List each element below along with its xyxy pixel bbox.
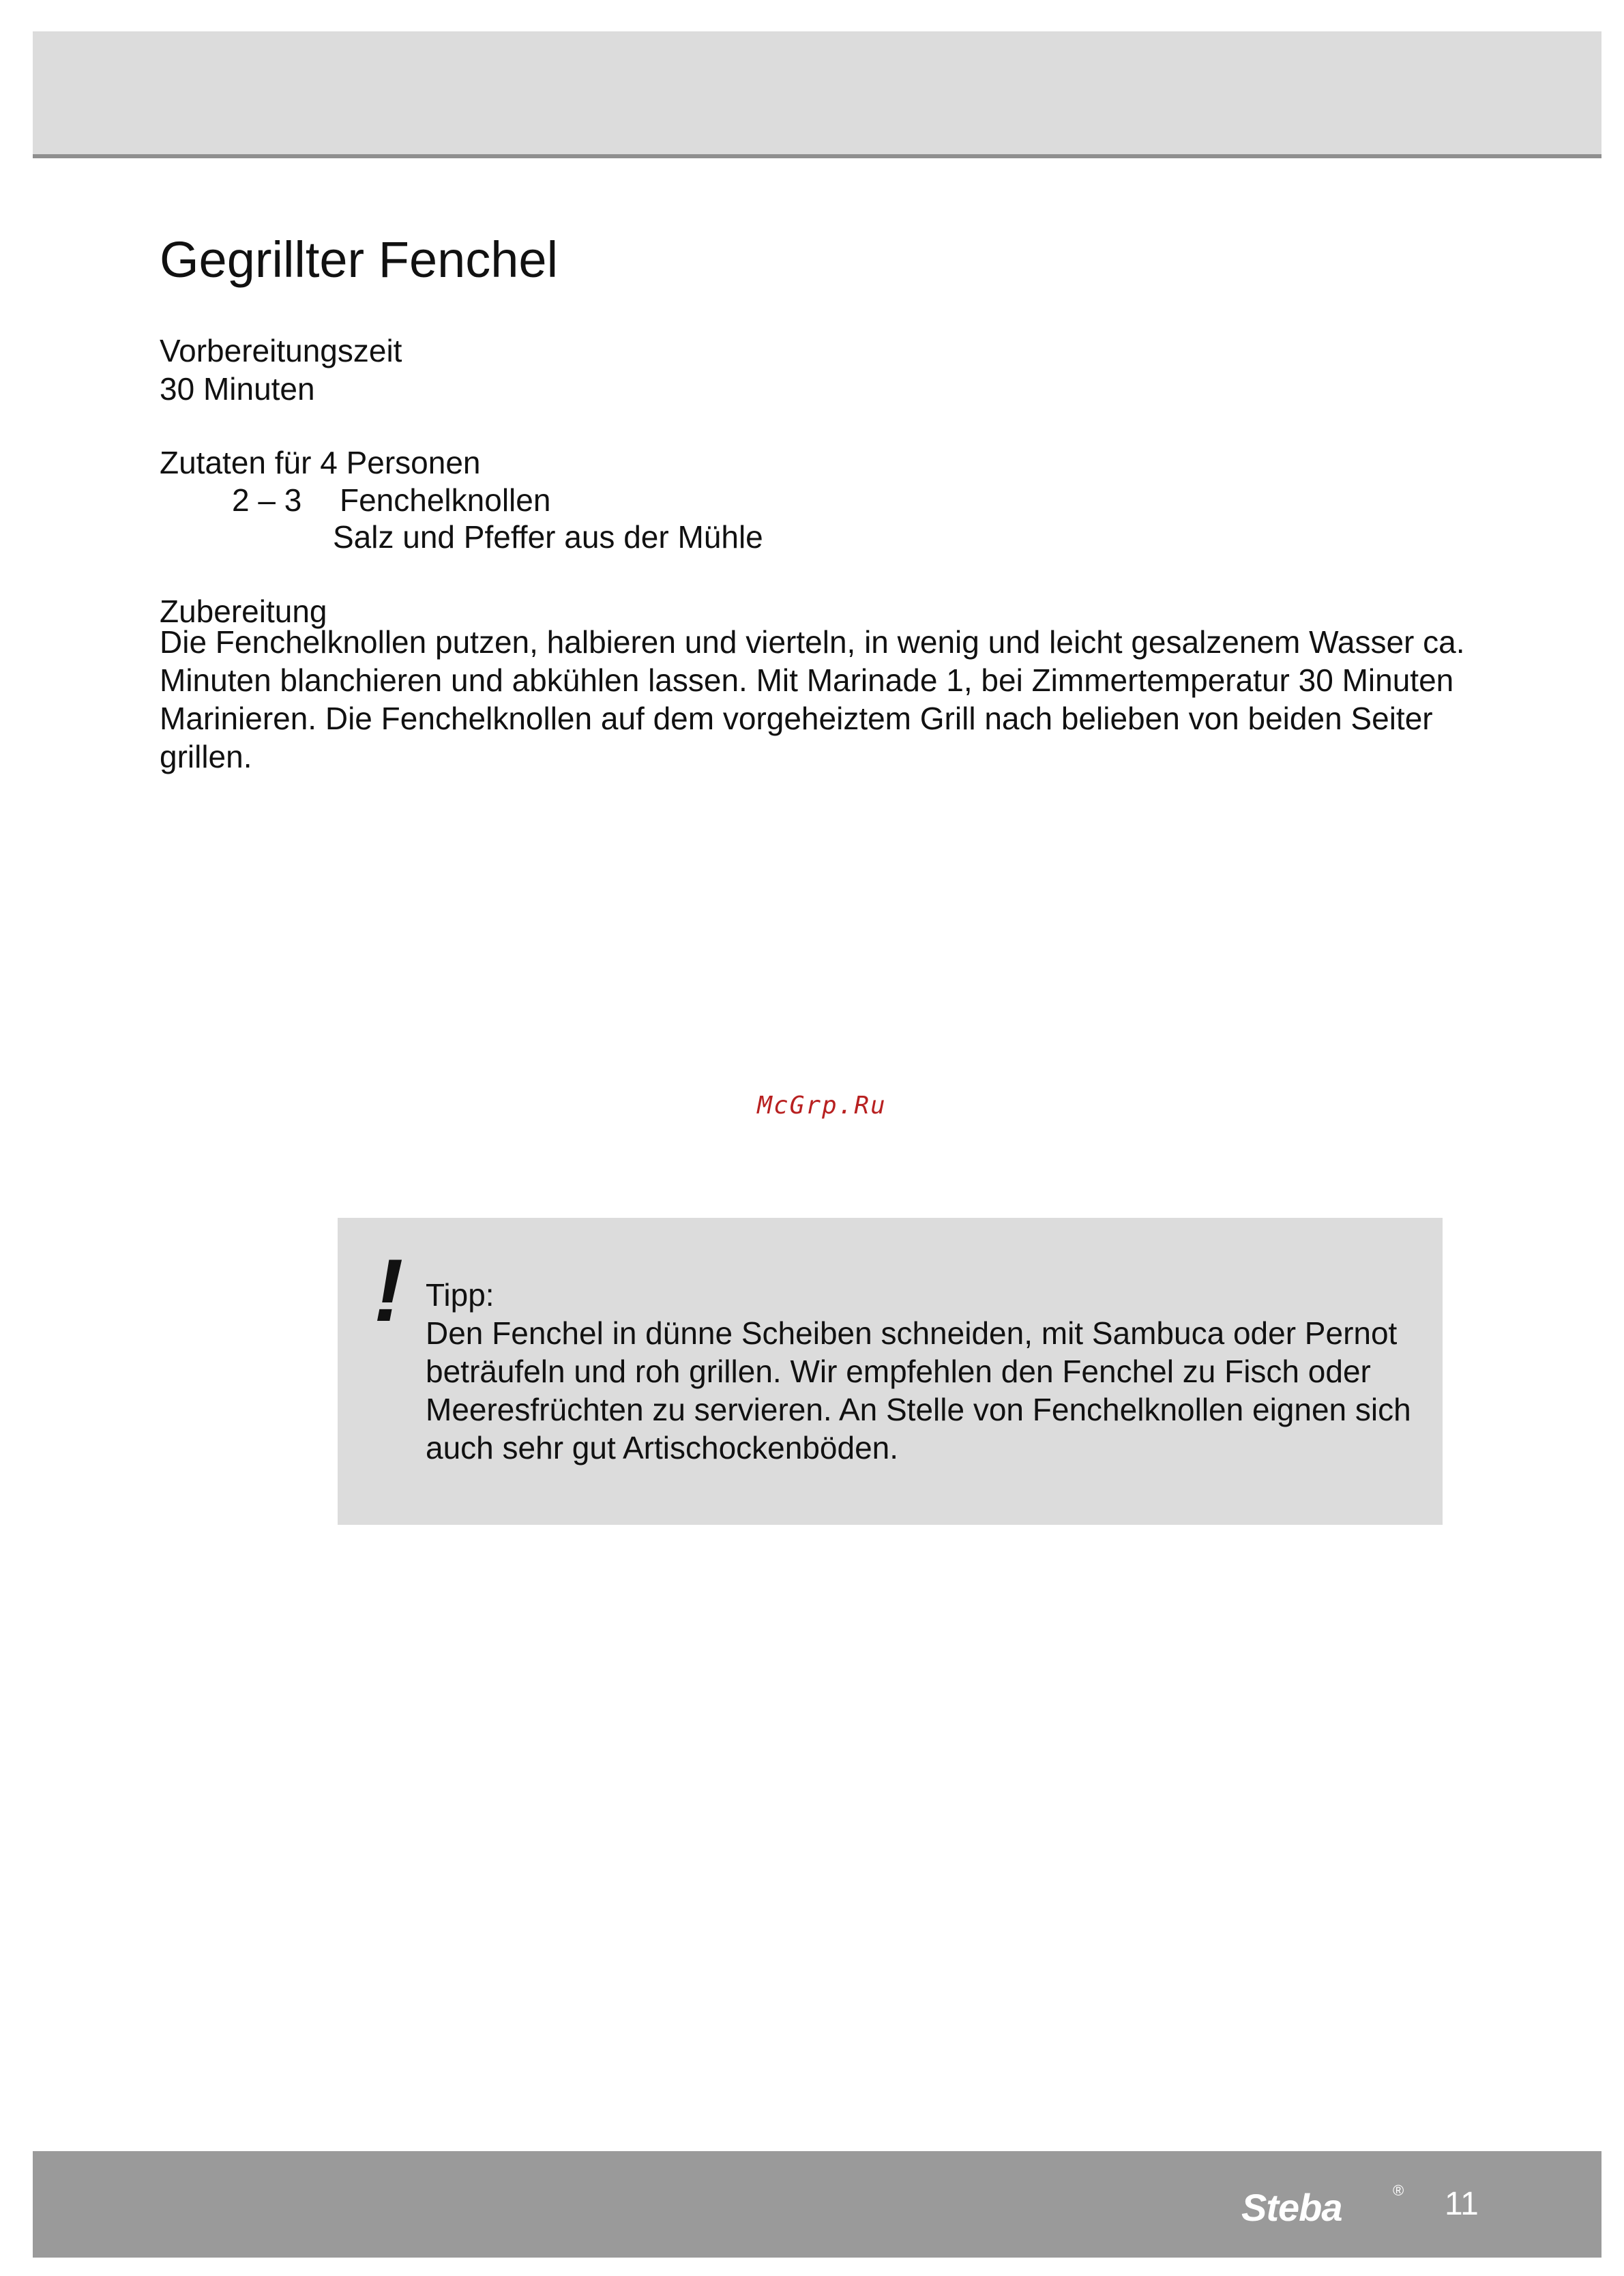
tip-line: beträufeln und roh grillen. Wir empfehlen den Fenchel zu Fisch oder xyxy=(426,1354,1371,1389)
ingredients-label: Zutaten für 4 Personen xyxy=(160,445,481,480)
recipe-title: Gegrillter Fenchel xyxy=(160,231,559,288)
prep-value: 30 Minuten xyxy=(160,371,315,407)
tip-label: Tipp: xyxy=(426,1277,494,1313)
header-band xyxy=(33,31,1601,158)
prep-label: Vorbereitungszeit xyxy=(160,333,402,368)
ingredient-name: Salz und Pfeffer aus der Mühle xyxy=(333,519,763,555)
ingredient-name: Fenchelknollen xyxy=(340,482,551,518)
method-line: Die Fenchelknollen putzen, halbieren und vierteln, in wenig und leicht gesalzenem Wasser ca. xyxy=(160,624,1465,660)
method-line: Minuten blanchieren und abkühlen lassen. Mit Marinade 1, bei Zimmertemperatur 30 Minuten xyxy=(160,662,1454,698)
ingredient-amount: 2 – 3 xyxy=(232,482,302,518)
footer-band xyxy=(33,2151,1601,2258)
registered-mark: ® xyxy=(1393,2182,1404,2199)
method-text xyxy=(160,623,1612,776)
brand-logo: Steba xyxy=(1241,2186,1342,2229)
method-line: grillen. xyxy=(160,739,252,774)
method-line: Marinieren. Die Fenchelknollen auf dem vorgeheiztem Grill nach belieben von beiden Seiter xyxy=(160,701,1433,736)
tip-line: Meeresfrüchten zu servieren. An Stelle von Fenchelknollen eignen sich xyxy=(426,1392,1411,1427)
tip-text xyxy=(426,1276,1411,1467)
tip-line: Den Fenchel in dünne Scheiben schneiden, mit Sambuca oder Pernot xyxy=(426,1315,1398,1351)
exclamation-icon: ! xyxy=(374,1240,404,1340)
method-label: Zubereitung xyxy=(160,594,327,629)
tip-line: auch sehr gut Artischockenböden. xyxy=(426,1430,899,1465)
watermark-text: McGrp.Ru xyxy=(757,1092,887,1120)
page-number: 11 xyxy=(1445,2186,1479,2222)
